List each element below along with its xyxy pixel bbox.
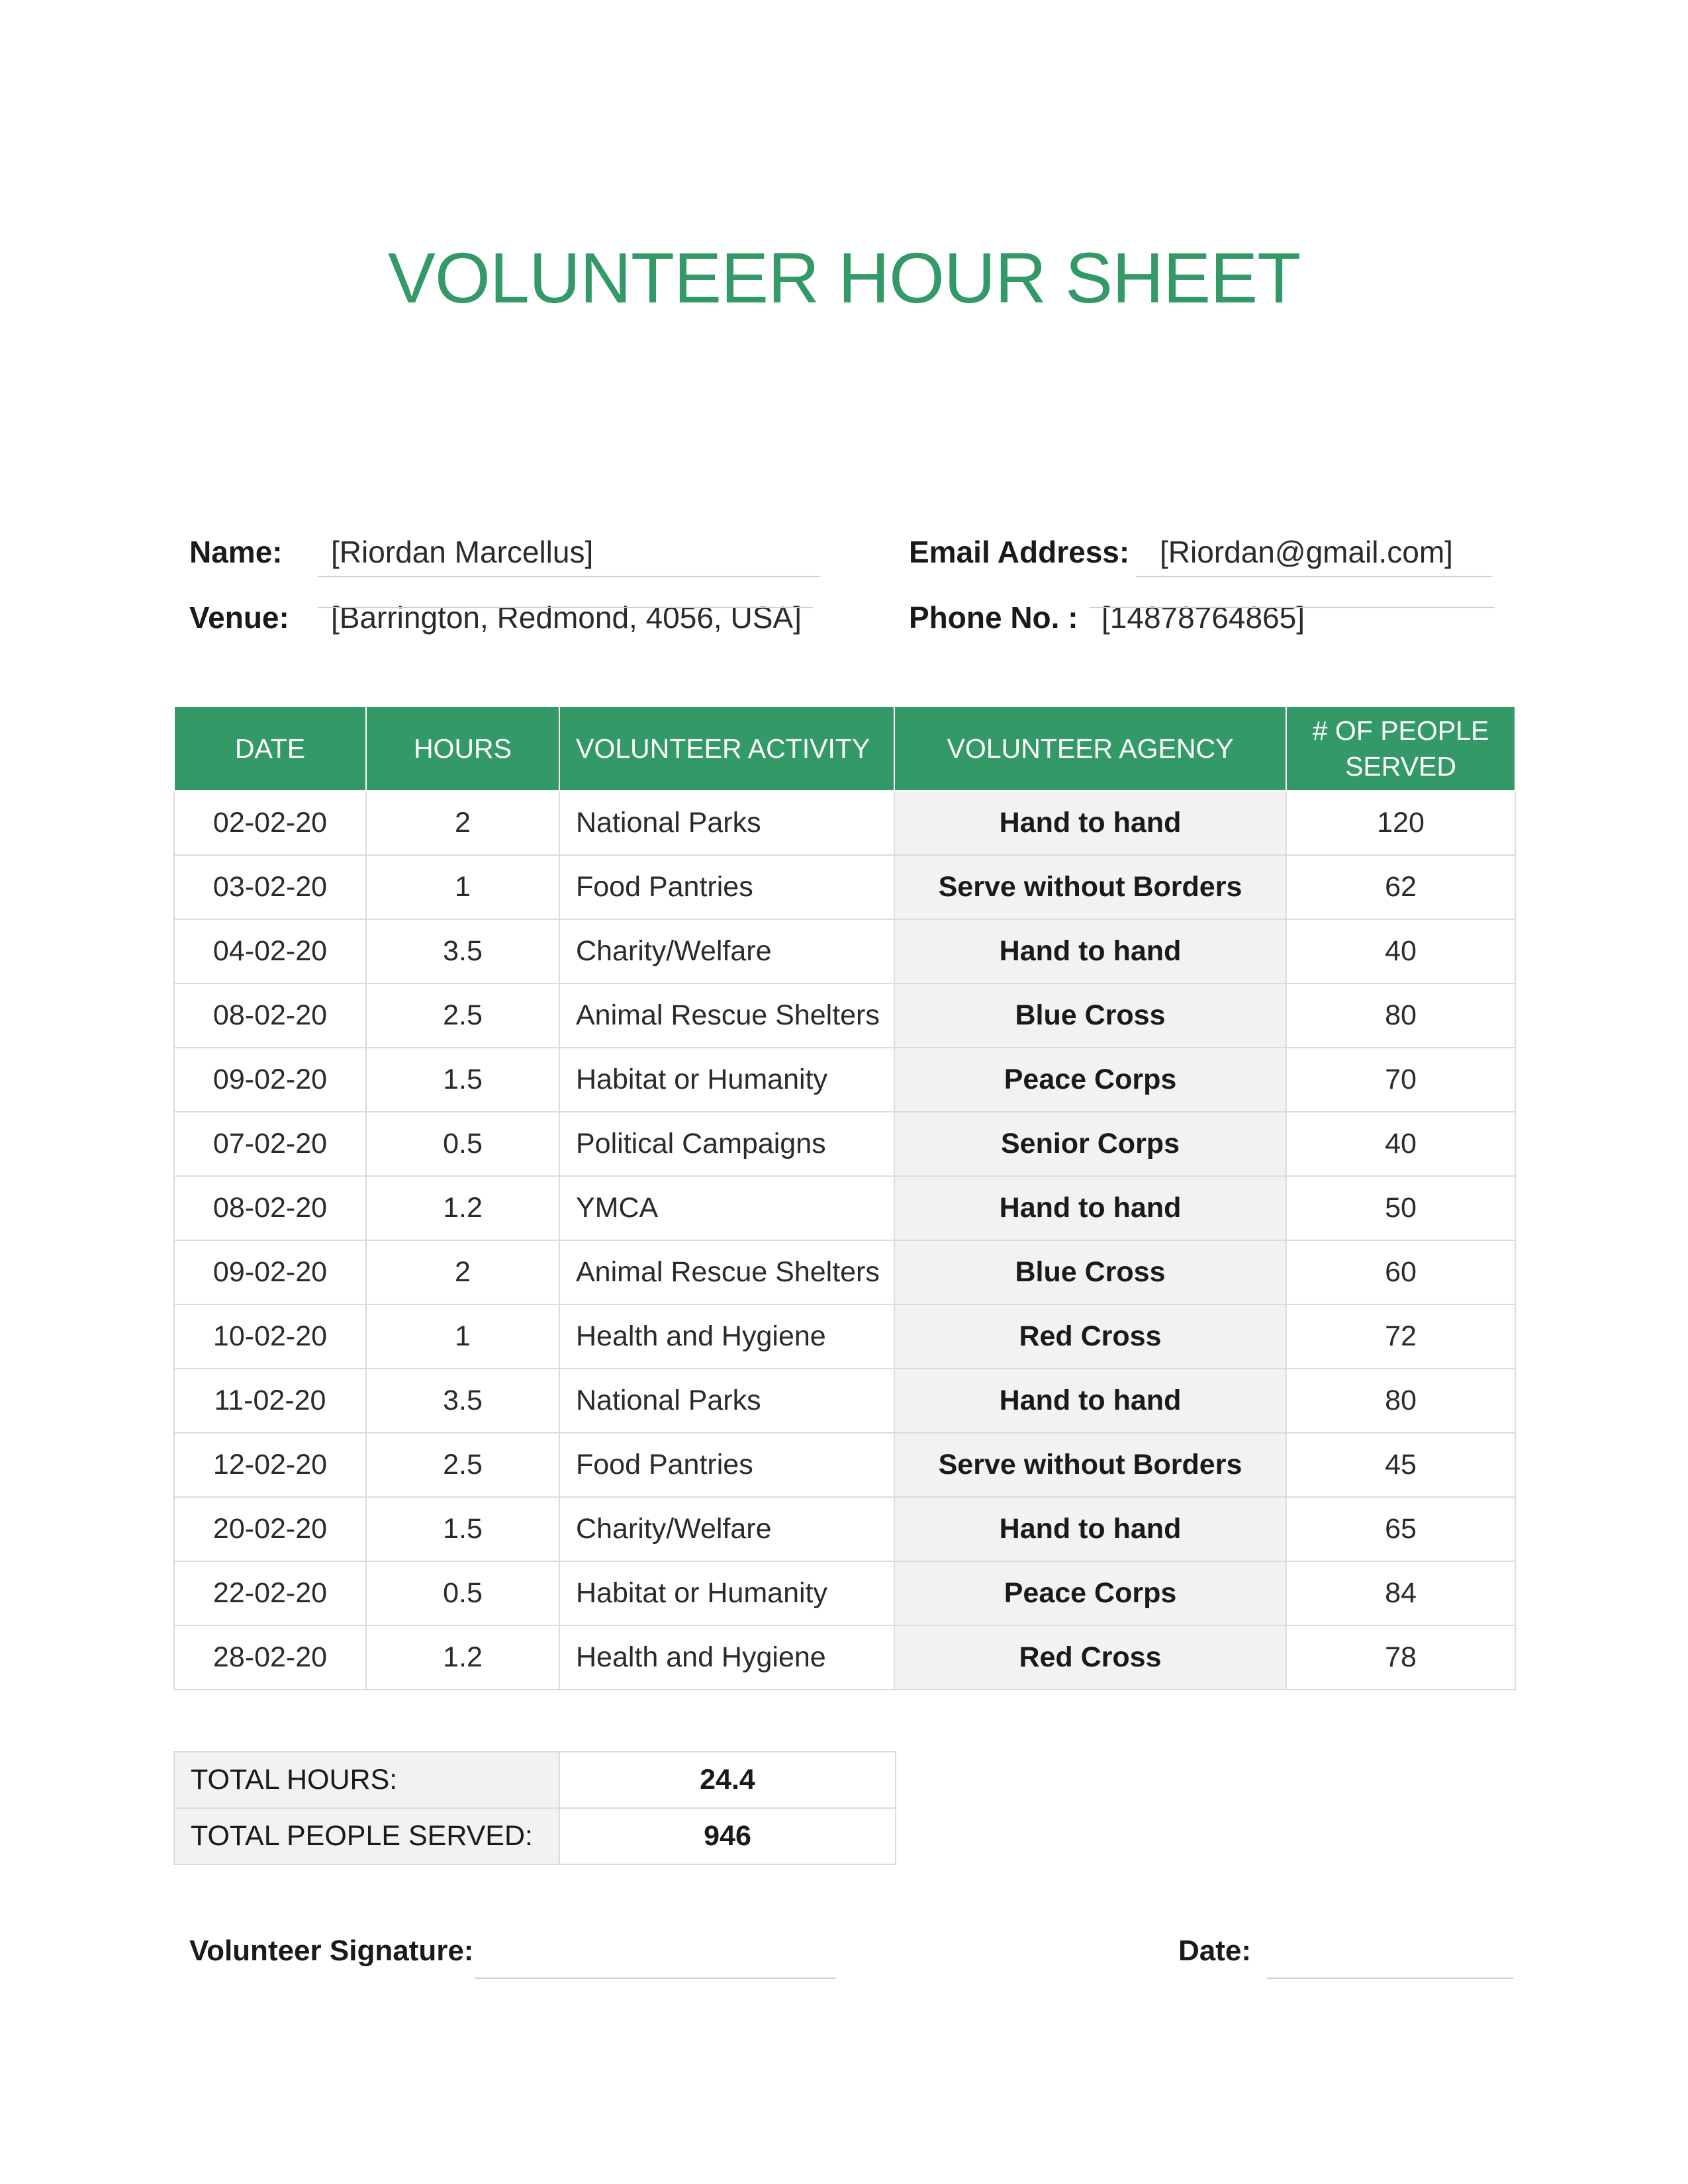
- email-value: [Riordan@gmail.com]: [1160, 535, 1453, 569]
- people-served-cell: 45: [1286, 1433, 1515, 1497]
- agency-cell: Senior Corps: [894, 1112, 1286, 1176]
- totals-table: [173, 1751, 896, 1865]
- name-underline: [318, 576, 820, 577]
- hours-cell: 2.5: [366, 1433, 559, 1497]
- hours-cell: 2.5: [366, 983, 559, 1048]
- date-cell: 09-02-20: [174, 1240, 366, 1304]
- agency-cell: Hand to hand: [894, 1497, 1286, 1561]
- table-header-row: [174, 706, 1515, 791]
- activity-cell: Food Pantries: [559, 1433, 894, 1497]
- hours-cell: 1.2: [366, 1625, 559, 1690]
- agency-cell: Red Cross: [894, 1625, 1286, 1690]
- hours-cell: 1: [366, 855, 559, 919]
- email-underline: [1136, 576, 1492, 577]
- date-cell: 12-02-20: [174, 1433, 366, 1497]
- table-row: [174, 791, 1515, 855]
- date-line[interactable]: [1267, 1978, 1513, 1979]
- table-row: [174, 1497, 1515, 1561]
- people-served-cell: 70: [1286, 1048, 1515, 1112]
- header-hours: HOURS: [366, 706, 559, 791]
- header-activity: VOLUNTEER ACTIVITY: [559, 706, 894, 791]
- agency-cell: Peace Corps: [894, 1561, 1286, 1625]
- signature-label: Volunteer Signature:: [189, 1934, 474, 1967]
- activity-cell: Health and Hygiene: [559, 1304, 894, 1369]
- date-cell: 09-02-20: [174, 1048, 366, 1112]
- header-people-served: # OF PEOPLE SERVED: [1286, 706, 1515, 791]
- activity-cell: National Parks: [559, 1369, 894, 1433]
- activity-cell: Habitat or Humanity: [559, 1561, 894, 1625]
- date-cell: 10-02-20: [174, 1304, 366, 1369]
- table-row: [174, 1176, 1515, 1240]
- people-served-cell: 65: [1286, 1497, 1515, 1561]
- agency-cell: Hand to hand: [894, 1369, 1286, 1433]
- agency-cell: Peace Corps: [894, 1048, 1286, 1112]
- activity-cell: Habitat or Humanity: [559, 1048, 894, 1112]
- agency-cell: Blue Cross: [894, 1240, 1286, 1304]
- table-row: [174, 1433, 1515, 1497]
- agency-cell: Hand to hand: [894, 1176, 1286, 1240]
- date-cell: 20-02-20: [174, 1497, 366, 1561]
- people-served-cell: 40: [1286, 1112, 1515, 1176]
- hours-cell: 1.2: [366, 1176, 559, 1240]
- hours-cell: 0.5: [366, 1561, 559, 1625]
- header-date: DATE: [174, 706, 366, 791]
- agency-cell: Hand to hand: [894, 919, 1286, 983]
- table-row: [174, 1561, 1515, 1625]
- venue-underline: [318, 607, 813, 608]
- total-people-row: [174, 1808, 896, 1864]
- people-served-cell: 120: [1286, 791, 1515, 855]
- hours-cell: 3.5: [366, 919, 559, 983]
- activity-cell: National Parks: [559, 791, 894, 855]
- table-row: [174, 1369, 1515, 1433]
- agency-cell: Blue Cross: [894, 983, 1286, 1048]
- name-value: [Riordan Marcellus]: [331, 535, 594, 569]
- phone-value: [14878764865]: [1102, 600, 1305, 635]
- date-cell: 07-02-20: [174, 1112, 366, 1176]
- name-label: Name:: [189, 535, 283, 569]
- hours-cell: 2: [366, 791, 559, 855]
- people-served-cell: 72: [1286, 1304, 1515, 1369]
- volunteer-hours-table: [173, 705, 1516, 1690]
- table-row: [174, 1304, 1515, 1369]
- table-row: [174, 1240, 1515, 1304]
- table-row: [174, 1112, 1515, 1176]
- header-agency: VOLUNTEER AGENCY: [894, 706, 1286, 791]
- date-label: Date:: [1178, 1934, 1252, 1967]
- total-hours-label: TOTAL HOURS:: [174, 1752, 559, 1808]
- people-served-cell: 80: [1286, 1369, 1515, 1433]
- total-people-label: TOTAL PEOPLE SERVED:: [174, 1808, 559, 1864]
- people-served-cell: 78: [1286, 1625, 1515, 1690]
- agency-cell: Hand to hand: [894, 791, 1286, 855]
- people-served-cell: 60: [1286, 1240, 1515, 1304]
- date-cell: 08-02-20: [174, 1176, 366, 1240]
- table-row: [174, 855, 1515, 919]
- activity-cell: Animal Rescue Shelters: [559, 1240, 894, 1304]
- venue-label: Venue:: [189, 600, 289, 635]
- table-row: [174, 983, 1515, 1048]
- agency-cell: Serve without Borders: [894, 855, 1286, 919]
- people-served-cell: 50: [1286, 1176, 1515, 1240]
- people-served-cell: 62: [1286, 855, 1515, 919]
- activity-cell: Food Pantries: [559, 855, 894, 919]
- table-row: [174, 1625, 1515, 1690]
- total-people-value: 946: [559, 1808, 896, 1864]
- phone-label: Phone No. :: [909, 600, 1078, 635]
- date-cell: 11-02-20: [174, 1369, 366, 1433]
- total-hours-row: [174, 1752, 896, 1808]
- agency-cell: Serve without Borders: [894, 1433, 1286, 1497]
- total-hours-value: 24.4: [559, 1752, 896, 1808]
- hours-cell: 1: [366, 1304, 559, 1369]
- hours-cell: 3.5: [366, 1369, 559, 1433]
- venue-value: [Barrington, Redmond, 4056, USA]: [331, 600, 802, 635]
- activity-cell: Animal Rescue Shelters: [559, 983, 894, 1048]
- page-title: VOLUNTEER HOUR SHEET: [387, 238, 1301, 318]
- hours-cell: 1.5: [366, 1497, 559, 1561]
- activity-cell: Charity/Welfare: [559, 919, 894, 983]
- signature-line[interactable]: [475, 1978, 836, 1979]
- people-served-cell: 84: [1286, 1561, 1515, 1625]
- date-cell: 08-02-20: [174, 983, 366, 1048]
- hours-cell: 0.5: [366, 1112, 559, 1176]
- hours-cell: 1.5: [366, 1048, 559, 1112]
- people-served-cell: 40: [1286, 919, 1515, 983]
- activity-cell: Charity/Welfare: [559, 1497, 894, 1561]
- people-served-cell: 80: [1286, 983, 1515, 1048]
- activity-cell: Political Campaigns: [559, 1112, 894, 1176]
- activity-cell: Health and Hygiene: [559, 1625, 894, 1690]
- date-cell: 02-02-20: [174, 791, 366, 855]
- hours-cell: 2: [366, 1240, 559, 1304]
- email-label: Email Address:: [909, 535, 1130, 569]
- date-cell: 28-02-20: [174, 1625, 366, 1690]
- date-cell: 03-02-20: [174, 855, 366, 919]
- date-cell: 04-02-20: [174, 919, 366, 983]
- activity-cell: YMCA: [559, 1176, 894, 1240]
- table-row: [174, 1048, 1515, 1112]
- agency-cell: Red Cross: [894, 1304, 1286, 1369]
- date-cell: 22-02-20: [174, 1561, 366, 1625]
- phone-underline: [1090, 607, 1495, 608]
- table-row: [174, 919, 1515, 983]
